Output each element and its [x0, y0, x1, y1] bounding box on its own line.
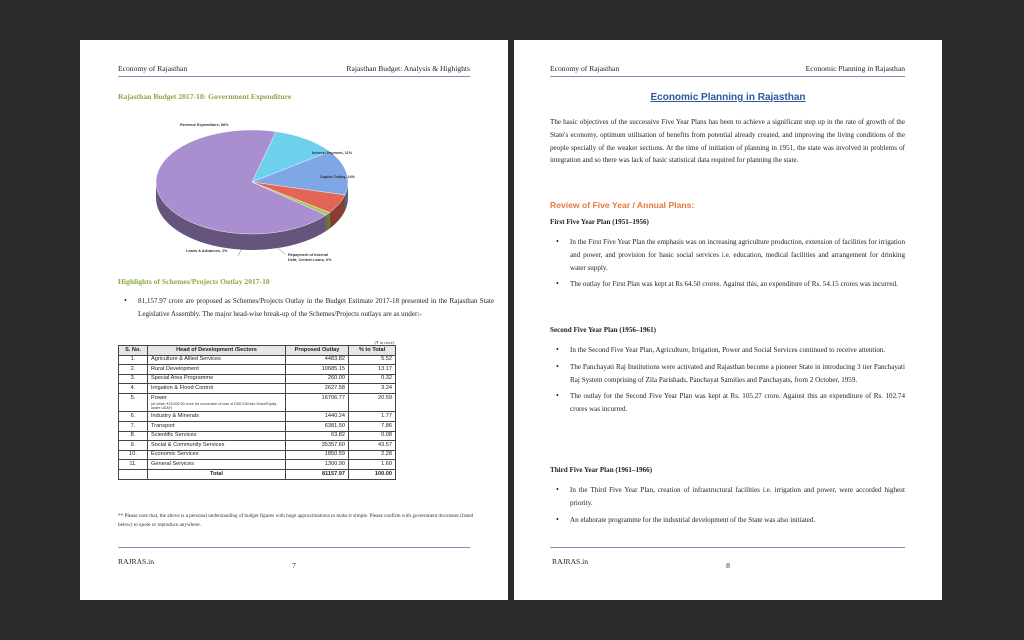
plan2-bullet: • The Panchayati Raj Institutions were activated and Rajasthan become a pioneer State in introducing 3 tier Panchayati Raj System comprising of Zila Parishads, Panchayat Samities and Panchayats, from 2 October, 1959.	[570, 361, 905, 387]
plan3-title: Third Five Year Plan (1961–1966)	[550, 466, 653, 474]
right-page	[514, 40, 942, 600]
plan1-list	[550, 236, 905, 295]
outlay-table	[118, 345, 396, 480]
cell-head-label: Power	[151, 394, 167, 401]
left-page	[80, 40, 508, 600]
total-pct: 100.00	[349, 469, 396, 479]
total-label: Total	[148, 469, 286, 479]
expenditure-pie-chart	[140, 104, 440, 270]
review-title: Review of Five Year / Annual Plans:	[550, 200, 695, 210]
table-row	[119, 393, 396, 411]
highlights-list	[118, 295, 494, 325]
cell-pct: 1.77	[349, 412, 396, 422]
cell-sno: 3.	[119, 374, 148, 384]
table-row	[119, 384, 396, 394]
cell-pct: 5.52	[349, 355, 396, 365]
page-number: 8	[726, 561, 730, 570]
col-outlay: Proposed Outlay	[286, 346, 349, 356]
cell-sno: 8.	[119, 431, 148, 441]
plan2-bullet: • In the Second Five Year Plan, Agriculture, Irrigation, Power and Social Services continued to receive attention.	[570, 344, 905, 357]
cell-head: Agriculture & Allied Services	[148, 355, 286, 365]
header-right-text: Economic Planning in Rajasthan	[805, 64, 905, 73]
plan1-bullet: • The outlay for First Plan was kept at Rs 64.50 crores. Against this, an expenditure of Rs. 54.15 crores was incurred.	[570, 278, 905, 291]
page-header	[550, 64, 905, 77]
footer-site: RAJRAS.in	[552, 557, 589, 566]
cell-pct: 7.86	[349, 421, 396, 431]
cell-outlay: 10685.15	[286, 365, 349, 375]
plan1-bullet: • In the First Five Year Plan the emphasis was on increasing agriculture production, extension of facilities for irrigation and power, and provision for basic social services i.e. education, medical facilities and arrangement for drinking water supply.	[570, 236, 905, 274]
pie-slice-side	[326, 213, 330, 232]
pie-label: Interest Payment, 11%	[312, 151, 353, 155]
plan2-list	[550, 344, 905, 420]
cell-head	[148, 393, 286, 411]
highlights-title: Highlights of Schemes/Projects Outlay 2017-18	[118, 277, 270, 286]
cell-head: Rural Development	[148, 365, 286, 375]
plan2-bullet: • The outlay for the Second Five Year Plan was kept at Rs. 105.27 crore. Against this an expenditure of Rs. 102.74 crores was incurred.	[570, 390, 905, 416]
outlay-table-block	[118, 340, 396, 480]
cell-pct: 43.57	[349, 441, 396, 451]
cell-sno: 10.	[119, 450, 148, 460]
header-left-text: Economy of Rajasthan	[550, 64, 620, 73]
cell-outlay: 260.00	[286, 374, 349, 384]
col-sno: S. No.	[119, 346, 148, 356]
cell-outlay: 6381.50	[286, 421, 349, 431]
table-total-row	[119, 469, 396, 479]
cell-sno: 5.	[119, 393, 148, 411]
plan3-bullet: • An elaborate programme for the industrial development of the State was also initiated.	[570, 514, 905, 527]
table-row	[119, 441, 396, 451]
cell-pct: 3.24	[349, 384, 396, 394]
cell-sno: 11.	[119, 460, 148, 470]
chart-title: Rajasthan Budget 2017-18: Government Expenditure	[118, 92, 292, 101]
page-header	[118, 64, 470, 77]
cell-head: Industry & Minerals	[148, 412, 286, 422]
cell-outlay: 1850.59	[286, 450, 349, 460]
table-row	[119, 460, 396, 470]
cell-head: Social & Community Services	[148, 441, 286, 451]
pie-label: Loans & Advances, 1%	[186, 249, 228, 253]
cell-pct: 0.32	[349, 374, 396, 384]
table-row	[119, 374, 396, 384]
plan3-list	[550, 484, 905, 530]
header-left-text: Economy of Rajasthan	[118, 64, 188, 73]
page-number: 7	[292, 561, 296, 570]
total-outlay: 81157.97	[286, 469, 349, 479]
header-right-text: Rajasthan Budget: Analysis & Highights	[346, 64, 470, 73]
table-row	[119, 412, 396, 422]
table-header-row	[119, 346, 396, 356]
cell-sno: 2.	[119, 365, 148, 375]
cell-head: Irrigation & Flood Control	[148, 384, 286, 394]
plan2-title: Second Five Year Plan (1956–1961)	[550, 326, 657, 334]
table-row	[119, 421, 396, 431]
cell-sno: 7.	[119, 421, 148, 431]
page-title: Economic Planning in Rajasthan	[650, 92, 806, 103]
cell-outlay: 1300.90	[286, 460, 349, 470]
pie-label: Revenue Expenditure, 68%	[180, 123, 229, 127]
cell-sno: 6.	[119, 412, 148, 422]
cell-pct: 13.17	[349, 365, 396, 375]
footer-site: RAJRAS.in	[118, 557, 155, 566]
cell-outlay: 63.82	[286, 431, 349, 441]
table-row	[119, 365, 396, 375]
table-row	[119, 355, 396, 365]
cell-head: Special Area Programme	[148, 374, 286, 384]
footer-rule	[118, 547, 470, 548]
footnote: ** Please note that, the above is a personal understanding of budget figures with huge approximations to make it simple. Please confirm with government document (listed below) to quote or reproduce anywhere.	[118, 513, 474, 528]
intro-paragraph: The basic objectives of the successive Five Year Plans has been to achieve a significant step up in the rate of growth of the State's economy, optimum utilisation of benefits from potential already created, and improving the living conditions of the people specially of the weaker sections. At the time of initiation of planning in 1951, the state was involved in problems of integration and so there was lack of basic statistical data required for planning the state.	[550, 118, 905, 165]
unit-note: (₹ in crore)	[374, 340, 394, 345]
cell-head: Economic Services	[148, 450, 286, 460]
footer-rule	[550, 547, 905, 548]
table-row	[119, 431, 396, 441]
table-row	[119, 450, 396, 460]
plan3-bullet: • In the Third Five Year Plan, creation of infrastructural facilities i.e. irrigation and power, were accorded highest priority.	[570, 484, 905, 510]
cell-pct: 2.28	[349, 450, 396, 460]
cell-outlay: 4483.82	[286, 355, 349, 365]
pie-label: Repayment of Internal Debt, Central Loans, 6%	[288, 253, 332, 262]
cell-head: Scientific Services	[148, 431, 286, 441]
cell-pct: 20.59	[349, 393, 396, 411]
cell-pct: 0.08	[349, 431, 396, 441]
cell-pct: 1.60	[349, 460, 396, 470]
cell-outlay: 16706.77	[286, 393, 349, 411]
cell-outlay: 1440.24	[286, 412, 349, 422]
cell-sno: 4.	[119, 384, 148, 394]
pie-label: Capital Outlay, 14%	[320, 175, 355, 179]
cell-outlay: 35357.60	[286, 441, 349, 451]
col-head: Head of Development /Sectors	[148, 346, 286, 356]
col-pct: % to Total	[349, 346, 396, 356]
plan1-title: First Five Year Plan (1951–1956)	[550, 218, 649, 226]
cell-sno: 1.	[119, 355, 148, 365]
cell-sno: 9.	[119, 441, 148, 451]
cell-head: Transport	[148, 421, 286, 431]
highlights-bullet: • 81,157.97 crore are proposed as Schemes/Projects Outlay in the Budget Estimate 2017-18 presented in the Rajasthan State Legislative Assembly. The major head-wise break-up of the Schemes/Projects outlays are as under:-	[138, 295, 494, 321]
cell-head: General Services	[148, 460, 286, 470]
cell-outlay: 2627.58	[286, 384, 349, 394]
power-note: (of which ₹15,000.00 crore for conversion of loan of DISCOM into Grant/Equity under UDAY)	[151, 401, 277, 411]
